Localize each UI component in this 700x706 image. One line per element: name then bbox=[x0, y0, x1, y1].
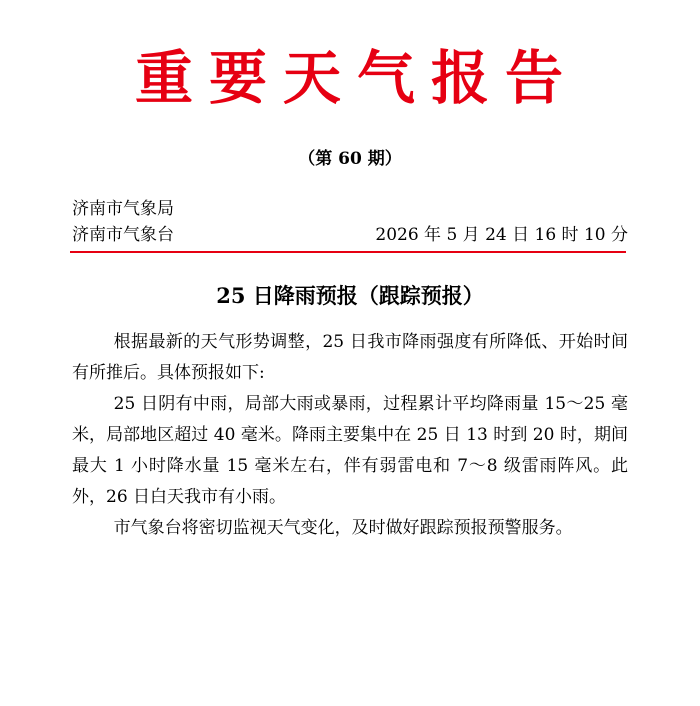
paragraph-forecast: 25 日阴有中雨，局部大雨或暴雨，过程累计平均降雨量 15～25 毫米，局部地区超过 40 毫米。降雨主要集中在 25 日 13 时到 20 时，期间最大 1 小时降水量 15 毫米左右，伴有弱雷电和 7～8 级雷雨阵风。此外，26 日白天我市有小雨。 bbox=[72, 394, 628, 507]
document-title: 25 日降雨预报（跟踪预报） bbox=[216, 283, 484, 308]
report-masthead-title: 重要天气报告 bbox=[134, 44, 579, 112]
paragraph-intro: 根据最新的天气形势调整，25 日我市降雨强度有所降低、开始时间有所推后。具体预报如下: bbox=[72, 332, 628, 383]
paragraph-closing: 市气象台将密切监视天气变化，及时做好跟踪预报预警服务。 bbox=[113, 518, 573, 538]
issue-number: （第 60 期） bbox=[298, 149, 402, 169]
issuer-row bbox=[72, 223, 628, 247]
issuer-observatory: 济南市气象台 bbox=[72, 225, 174, 245]
header-divider bbox=[70, 251, 626, 253]
document-body bbox=[72, 327, 628, 544]
issue-datetime: 2026 年 5 月 24 日 16 时 10 分 bbox=[375, 225, 628, 245]
issuer-bureau: 济南市气象局 bbox=[72, 199, 174, 219]
